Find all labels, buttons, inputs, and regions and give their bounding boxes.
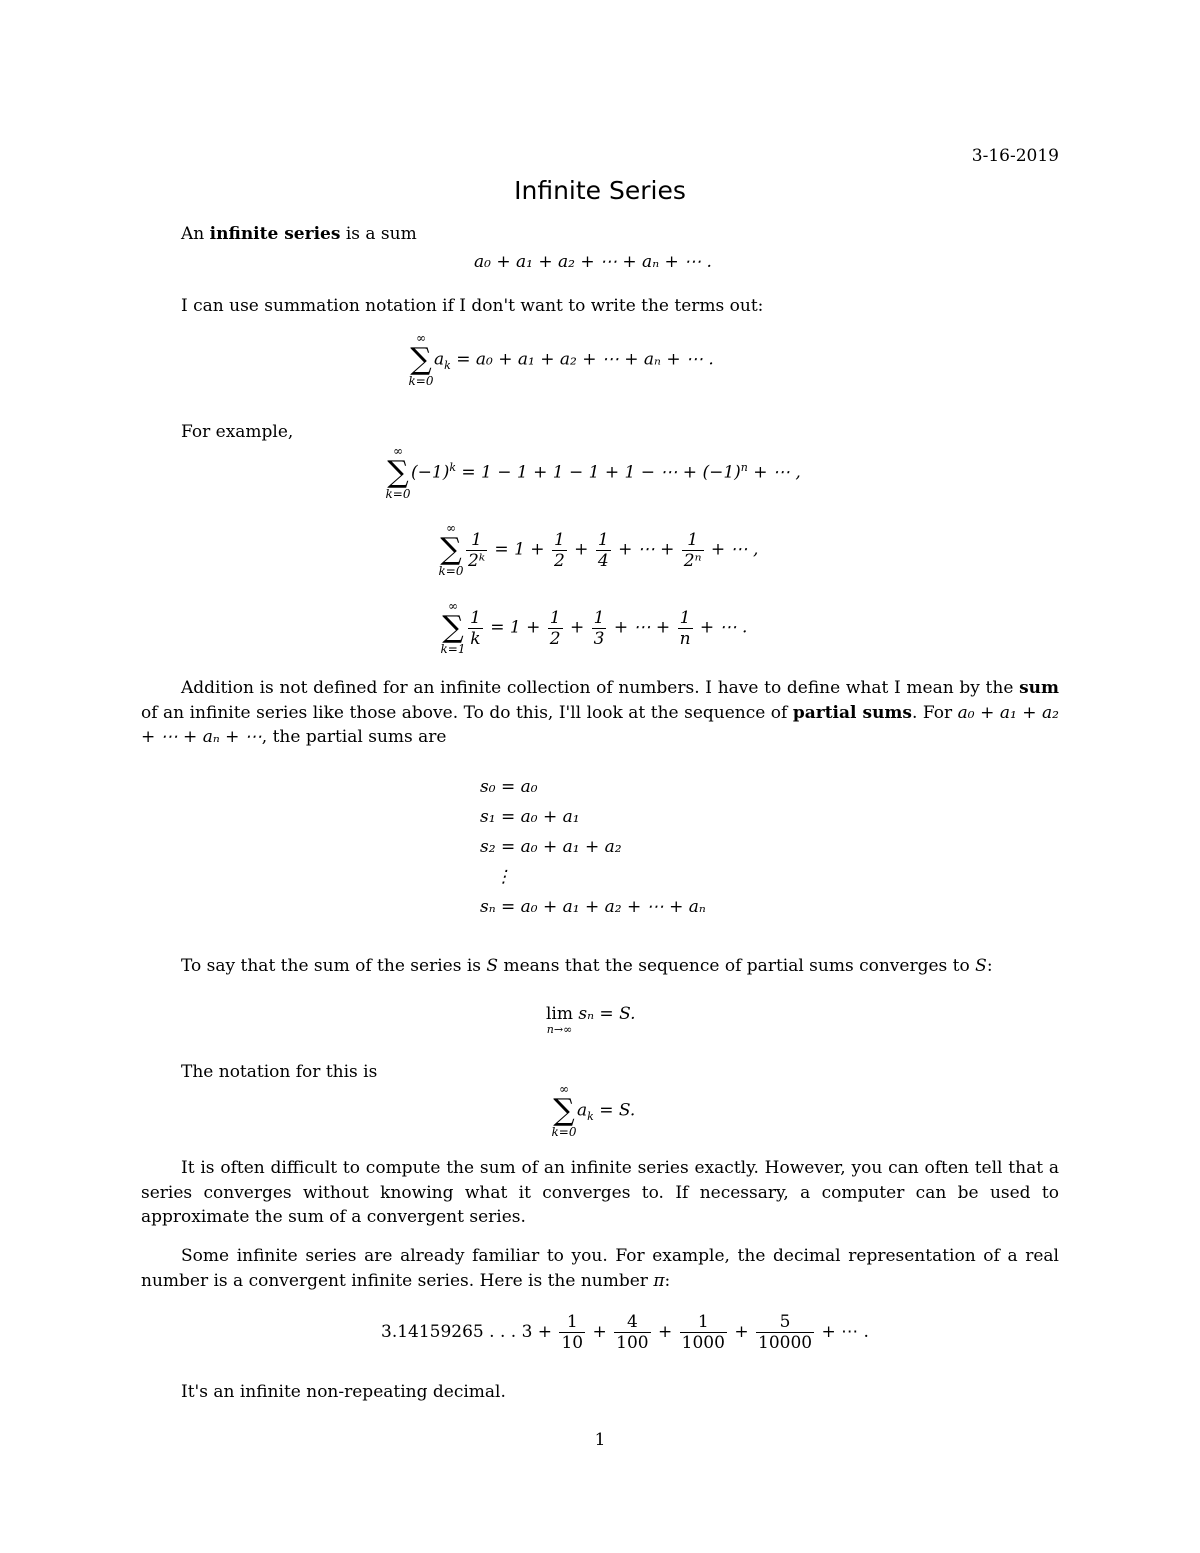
equation-example-harmonic: ∞ ∑ k=1 $\frac{1}{k}$ = 1 + $\frac{1}{2}$ + $\frac{1}{3}$ + ⋯ + $\frac{1}{n}$ + ⋯ . [440,599,748,656]
equation-series: a₀ + a₁ + a₂ + ⋯ + aₙ + ⋯ . [474,252,712,272]
partial-sum-s0: s₀ = a₀ [480,777,538,797]
document-date: 3-16-2019 [971,146,1059,166]
equation-example-alternating: ∞ ∑ k=0 $(-1)^k = 1 - 1 + 1 - 1 + 1$ − ⋯ + $(-1)^n$ + ⋯ , [385,444,801,501]
partial-sum-s2: s₂ = a₀ + a₁ + a₂ [480,837,622,857]
bold-partial-sums: partial sums [792,702,912,723]
partial-sum-sn: sₙ = a₀ + a₁ + a₂ + ⋯ + aₙ [480,897,706,917]
sigma-operator: ∞ ∑ k=1 [440,599,466,656]
equation-limit: lim n→∞ sₙ = S. [546,1004,636,1036]
final-line: It's an infinite non-repeating decimal. [181,1382,506,1402]
partial-sums-list [480,772,706,922]
converge-paragraph: To say that the sum of the series is S means that the sequence of partial sums converges to S: [181,956,993,976]
vertical-dots: ⋮ [495,867,512,887]
sigma-operator: ∞ ∑ k=0 [438,521,464,578]
notation-text: The notation for this is [181,1062,378,1082]
difficult-paragraph: It is often difficult to compute the sum of an infinite series exactly. However, you can often tell that a series converges without knowing what it converges to. If necessary, a computer can be used to approximate the sum of a convergent series. [141,1158,1059,1227]
page-number: 1 [594,1430,606,1450]
intro-paragraph [141,222,1059,247]
equation-pi: 3.14159265 . . . 3 + $\frac{1}{10}$ + $\frac{4}{100}$ + $\frac{1}{1000}$ + $\frac{5}{10000}$ + ⋯ . [381,1312,869,1353]
sigma-operator: ∞ ∑ k=0 [551,1082,577,1139]
intro-text-before: An [181,224,210,244]
partial-sum-s1: s₁ = a₀ + a₁ [480,807,580,827]
intro-bold-term: infinite series [209,224,341,244]
sigma-operator: ∞ ∑ k=0 [408,331,434,388]
page-title: Infinite Series [514,176,686,205]
equation-example-geometric: ∞ ∑ k=0 $\frac{1}{\text{2ᵏ}}$ = 1 + $\frac{1}{2}$ + $\frac{1}{4}$ + ⋯ + $\frac{1}{\text{2ⁿ}}$ + ⋯ , [438,521,759,578]
sigma-operator: ∞ ∑ k=0 [385,444,411,501]
addition-paragraph: Addition is not defined for an infinite collection of numbers. I have to define what I mean by the sum of an infinite series like those above. To do this, I'll look at the sequence of partial sums. For a₀ + a₁ + a₂ + ⋯ + aₙ + ⋯, the partial sums are [141,678,1059,747]
familiar-paragraph: Some infinite series are already familiar to you. For example, the decimal representation of a real number is a convergent infinite series. Here is the number π: [141,1246,1059,1291]
bold-sum: sum [1019,678,1059,698]
equation-summation: ∞ ∑ k=0 $a_k = a_0 + a_1 + a_2$ + ⋯ + aₙ + ⋯ . [408,331,714,388]
for-example-text: For example, [181,422,294,442]
equation-notation: ∞ ∑ k=0 $a_k = S$. [551,1082,636,1139]
intro-text-after: is a sum [340,224,417,244]
summation-paragraph: I can use summation notation if I don't want to write the terms out: [181,296,764,316]
